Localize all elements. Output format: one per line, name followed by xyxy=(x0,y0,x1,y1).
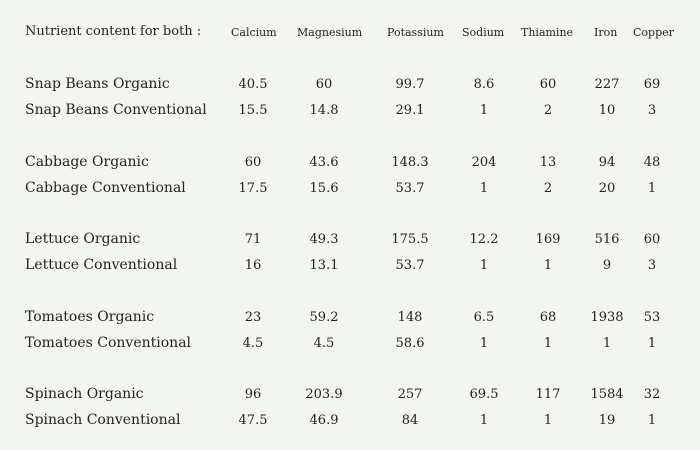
table-cell-sodium: 1 xyxy=(479,413,489,428)
table-cell-copper: 53 xyxy=(643,310,661,325)
table-cell-magnesium: 46.9 xyxy=(309,413,339,428)
table-cell-iron: 227 xyxy=(594,77,620,92)
table-cell-calcium: 40.5 xyxy=(238,77,268,92)
row-label: Spinach Conventional xyxy=(25,412,181,428)
table-cell-thiamine: 2 xyxy=(543,103,553,118)
table-cell-iron: 9 xyxy=(602,258,612,273)
row-label: Snap Beans Conventional xyxy=(25,102,207,118)
table-cell-thiamine: 1 xyxy=(543,413,553,428)
table-cell-calcium: 15.5 xyxy=(238,103,268,118)
table-title: Nutrient content for both : xyxy=(25,24,202,39)
table-cell-potassium: 99.7 xyxy=(395,77,425,92)
table-cell-calcium: 60 xyxy=(244,155,262,170)
table-cell-calcium: 47.5 xyxy=(238,413,268,428)
row-label: Cabbage Conventional xyxy=(25,180,186,196)
row-label: Cabbage Organic xyxy=(25,154,149,170)
table-cell-copper: 48 xyxy=(643,155,661,170)
table-cell-iron: 1938 xyxy=(590,310,624,325)
table-cell-sodium: 204 xyxy=(471,155,497,170)
table-cell-potassium: 257 xyxy=(397,387,423,402)
table-cell-iron: 1584 xyxy=(590,387,624,402)
row-label: Lettuce Organic xyxy=(25,231,141,247)
column-header-thiamine: Thiamine xyxy=(521,26,574,39)
table-cell-magnesium: 60 xyxy=(315,77,333,92)
table-cell-magnesium: 13.1 xyxy=(309,258,339,273)
table-cell-copper: 1 xyxy=(647,413,657,428)
table-cell-potassium: 84 xyxy=(401,413,419,428)
column-header-iron: Iron xyxy=(594,26,618,39)
table-cell-potassium: 175.5 xyxy=(391,232,429,247)
table-cell-thiamine: 2 xyxy=(543,181,553,196)
table-cell-magnesium: 15.6 xyxy=(309,181,339,196)
table-cell-calcium: 17.5 xyxy=(238,181,268,196)
table-cell-magnesium: 59.2 xyxy=(309,310,339,325)
table-cell-calcium: 4.5 xyxy=(242,336,264,351)
table-cell-iron: 516 xyxy=(594,232,620,247)
table-cell-sodium: 12.2 xyxy=(469,232,499,247)
table-cell-copper: 69 xyxy=(643,77,661,92)
table-cell-calcium: 23 xyxy=(244,310,262,325)
table-cell-thiamine: 1 xyxy=(543,336,553,351)
table-cell-potassium: 53.7 xyxy=(395,258,425,273)
table-cell-potassium: 148.3 xyxy=(391,155,429,170)
table-cell-thiamine: 117 xyxy=(535,387,561,402)
table-cell-iron: 19 xyxy=(598,413,616,428)
table-cell-thiamine: 13 xyxy=(539,155,557,170)
table-cell-iron: 94 xyxy=(598,155,616,170)
table-cell-magnesium: 203.9 xyxy=(305,387,343,402)
table-cell-magnesium: 49.3 xyxy=(309,232,339,247)
table-cell-sodium: 6.5 xyxy=(473,310,495,325)
table-cell-potassium: 29.1 xyxy=(395,103,425,118)
row-label: Spinach Organic xyxy=(25,386,144,402)
column-header-calcium: Calcium xyxy=(231,26,277,39)
table-cell-calcium: 16 xyxy=(244,258,262,273)
row-label: Snap Beans Organic xyxy=(25,76,170,92)
table-cell-sodium: 1 xyxy=(479,336,489,351)
table-cell-thiamine: 68 xyxy=(539,310,557,325)
table-cell-sodium: 1 xyxy=(479,258,489,273)
row-label: Tomatoes Conventional xyxy=(25,335,192,351)
table-cell-potassium: 53.7 xyxy=(395,181,425,196)
table-cell-thiamine: 1 xyxy=(543,258,553,273)
table-cell-copper: 60 xyxy=(643,232,661,247)
column-header-copper: Copper xyxy=(633,26,674,39)
table-cell-magnesium: 43.6 xyxy=(309,155,339,170)
table-cell-thiamine: 169 xyxy=(535,232,561,247)
table-cell-sodium: 8.6 xyxy=(473,77,495,92)
table-cell-calcium: 71 xyxy=(244,232,262,247)
column-header-magnesium: Magnesium xyxy=(297,26,363,39)
column-header-potassium: Potassium xyxy=(387,26,444,39)
table-cell-calcium: 96 xyxy=(244,387,262,402)
table-cell-potassium: 58.6 xyxy=(395,336,425,351)
table-cell-magnesium: 4.5 xyxy=(313,336,335,351)
row-label: Tomatoes Organic xyxy=(25,309,155,325)
table-cell-iron: 10 xyxy=(598,103,616,118)
table-cell-copper: 3 xyxy=(647,258,657,273)
table-cell-potassium: 148 xyxy=(397,310,423,325)
table-cell-copper: 32 xyxy=(643,387,661,402)
row-label: Lettuce Conventional xyxy=(25,257,178,273)
table-cell-sodium: 1 xyxy=(479,181,489,196)
table-cell-sodium: 1 xyxy=(479,103,489,118)
table-cell-copper: 3 xyxy=(647,103,657,118)
table-cell-iron: 1 xyxy=(602,336,612,351)
table-cell-magnesium: 14.8 xyxy=(309,103,339,118)
table-cell-sodium: 69.5 xyxy=(469,387,499,402)
table-cell-copper: 1 xyxy=(647,181,657,196)
table-cell-thiamine: 60 xyxy=(539,77,557,92)
table-cell-copper: 1 xyxy=(647,336,657,351)
table-cell-iron: 20 xyxy=(598,181,616,196)
column-header-sodium: Sodium xyxy=(462,26,505,39)
